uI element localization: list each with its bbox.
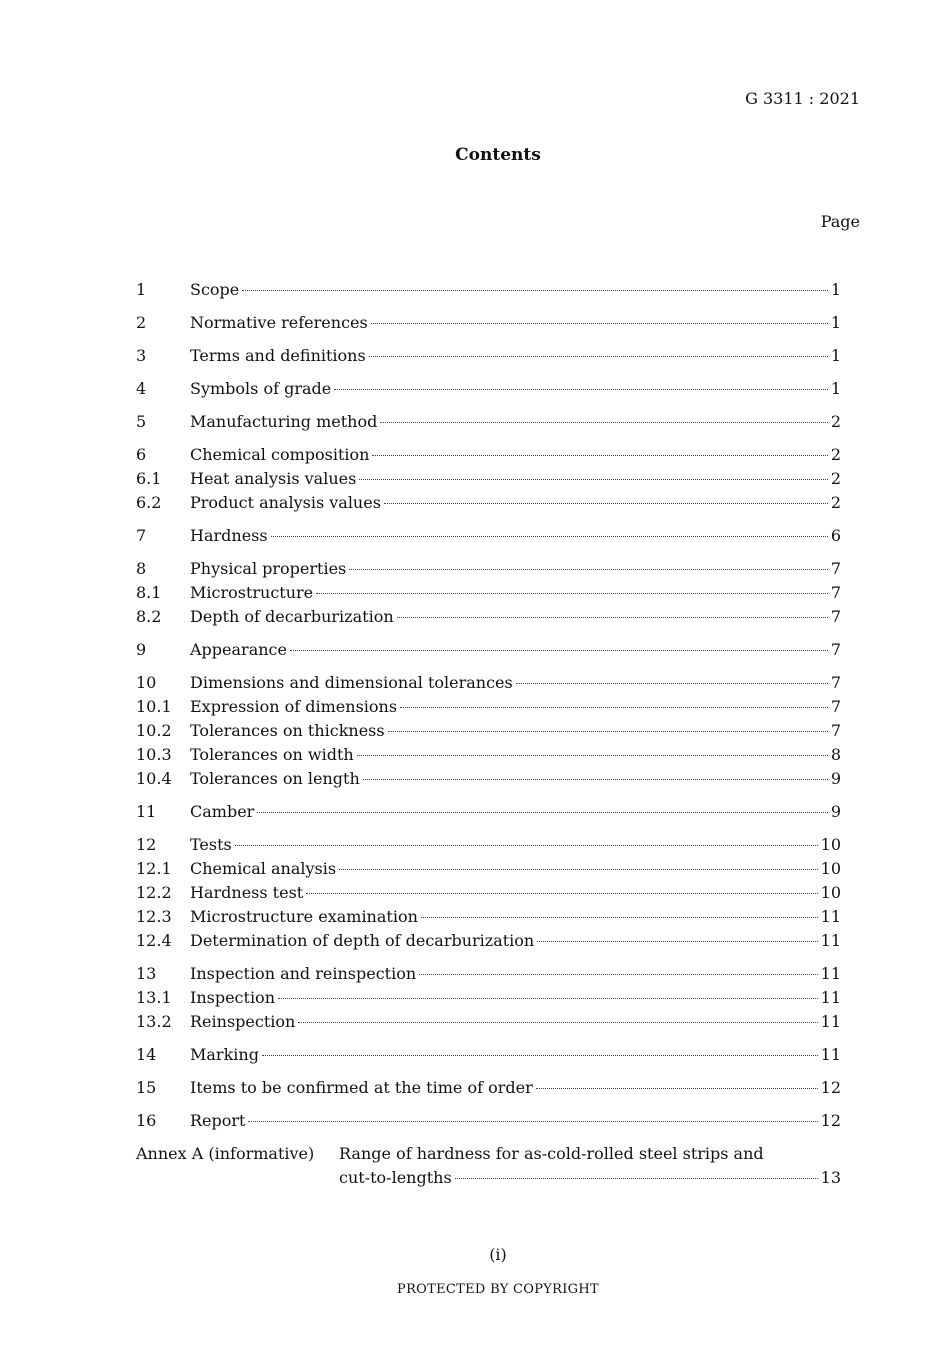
toc-entry-number: 4 [136,379,147,398]
toc-entry[interactable] [136,986,841,1010]
toc-entry-page: 12 [820,1111,841,1130]
dot-leader [372,455,827,456]
toc-entry-number: 10 [136,673,157,692]
toc-entry-title: Tests [190,835,232,854]
toc-entry-number: 12.3 [136,907,172,926]
toc-group [136,800,841,824]
toc-entry-number: 12.1 [136,859,172,878]
toc-entry-title: Inspection and reinspection [190,964,417,983]
dot-leader [278,998,818,999]
dot-leader [388,731,828,732]
toc-entry[interactable] [136,857,841,881]
toc-entry-title: Camber [190,802,255,821]
toc-entry-title: Dimensions and dimensional tolerances [190,673,513,692]
toc-entry-number: 12 [136,835,157,854]
toc-entry-number: 9 [136,640,147,659]
annex-entry[interactable] [136,1142,841,1190]
dot-leader [371,323,828,324]
toc-group [136,1076,841,1100]
toc-entry-page: 10 [820,883,841,902]
toc-entry[interactable] [136,311,841,335]
toc-entry-title: Determination of depth of decarburization [190,931,535,950]
toc-entry[interactable] [136,581,841,605]
toc-entry-page: 7 [830,559,841,578]
toc-entry[interactable] [136,605,841,629]
toc-entry-number: 14 [136,1045,157,1064]
toc-entry-number: 6 [136,445,147,464]
toc-entry-page: 7 [830,640,841,659]
toc-entry-number: 13 [136,964,157,983]
toc-entry-page: 7 [830,583,841,602]
toc-entry-number: 10.2 [136,721,172,740]
toc-entry-title: Depth of decarburization [190,607,394,626]
toc-entry-number: 5 [136,412,147,431]
toc-entry-page: 1 [830,280,841,299]
dot-leader [536,1088,818,1089]
toc-entry-page: 7 [830,697,841,716]
toc-entry-number: 10.3 [136,745,172,764]
toc-entry-page: 2 [830,412,841,431]
toc-group [136,524,841,548]
toc-entry[interactable] [136,278,841,302]
toc-entry-title: Heat analysis values [190,469,357,488]
dot-leader [349,569,828,570]
toc-entry[interactable] [136,929,841,953]
toc-entry-page: 10 [820,835,841,854]
toc-entry-title: Appearance [190,640,287,659]
toc-entry[interactable] [136,905,841,929]
dot-leader [339,869,818,870]
toc-entry-number: 15 [136,1078,157,1097]
toc-entry[interactable] [136,1076,841,1100]
dot-leader [384,503,828,504]
toc-group [136,377,841,401]
dot-leader [334,389,828,390]
toc-entry-page: 11 [820,907,841,926]
toc-entry-title: Hardness [190,526,268,545]
toc-entry-page: 6 [830,526,841,545]
toc-entry-number: 8 [136,559,147,578]
toc-entry-title: Normative references [190,313,368,332]
toc-entry-page: 11 [820,964,841,983]
toc-entry-page: 11 [820,931,841,950]
footer-page-number: (i) [489,1245,507,1264]
annex-page: 13 [820,1168,841,1187]
dot-leader [516,683,828,684]
toc-entry[interactable] [136,767,841,791]
copyright-notice: PROTECTED BY COPYRIGHT [397,1282,599,1297]
toc-entry[interactable] [136,491,841,515]
dot-leader [316,593,828,594]
toc-entry-title: Scope [190,280,240,299]
dot-leader [363,779,828,780]
dot-leader [380,422,827,423]
toc-entry-page: 8 [830,745,841,764]
toc-entry[interactable] [136,1043,841,1067]
toc-entry-title: Marking [190,1045,259,1064]
toc-group [136,410,841,434]
toc-entry[interactable] [136,962,841,986]
dot-leader [397,617,828,618]
dot-leader [298,1022,817,1023]
dot-leader [400,707,828,708]
toc-entry-number: 2 [136,313,147,332]
toc-entry-page: 2 [830,493,841,512]
dot-leader [306,893,817,894]
toc-entry[interactable] [136,377,841,401]
dot-leader [369,356,828,357]
toc-entry-page: 7 [830,673,841,692]
toc-entry-page: 1 [830,379,841,398]
table-of-contents [136,278,841,1190]
toc-entry-number: 10.1 [136,697,172,716]
toc-entry[interactable] [136,557,841,581]
annex-title-line1: Range of hardness for as-cold-rolled steel strips and [339,1144,764,1163]
toc-group [136,671,841,791]
dot-leader [357,755,828,756]
toc-entry-title: Manufacturing method [190,412,378,431]
toc-entry-title: Items to be confirmed at the time of order [190,1078,533,1097]
toc-entry-title: Symbols of grade [190,379,332,398]
toc-entry-title: Microstructure examination [190,907,418,926]
toc-entry-title: Tolerances on length [190,769,360,788]
dot-leader [257,812,828,813]
toc-entry-number: 3 [136,346,147,365]
toc-entry-page: 11 [820,1012,841,1031]
toc-group [136,962,841,1034]
toc-entry-title: Chemical analysis [190,859,337,878]
toc-entry-page: 11 [820,988,841,1007]
toc-entry-page: 2 [830,469,841,488]
page-title: Contents [455,145,541,165]
dot-leader [242,290,828,291]
toc-entry[interactable] [136,800,841,824]
toc-entry-page: 10 [820,859,841,878]
toc-entry-number: 13.1 [136,988,172,1007]
toc-group [136,278,841,302]
toc-entry-number: 11 [136,802,157,821]
toc-entry-page: 7 [830,721,841,740]
toc-entry-number: 12.2 [136,883,172,902]
toc-entry[interactable] [136,443,841,467]
toc-group [136,833,841,953]
toc-entry[interactable] [136,524,841,548]
toc-entry-page: 9 [830,769,841,788]
toc-entry-title: Report [190,1111,246,1130]
standard-id: G 3311 : 2021 [745,89,860,108]
toc-entry-title: Product analysis values [190,493,381,512]
toc-group [136,638,841,662]
toc-entry-page: 2 [830,445,841,464]
dot-leader [235,845,818,846]
toc-group [136,1043,841,1067]
toc-entry-title: Expression of dimensions [190,697,398,716]
toc-entry-number: 7 [136,526,147,545]
dot-leader [359,479,827,480]
toc-entry-page: 12 [820,1078,841,1097]
toc-entry-title: Microstructure [190,583,314,602]
dot-leader [271,536,828,537]
toc-entry[interactable] [136,833,841,857]
toc-entry[interactable] [136,344,841,368]
toc-entry-page: 1 [830,313,841,332]
toc-entry[interactable] [136,695,841,719]
toc-entry[interactable] [136,1010,841,1034]
dot-leader [419,974,817,975]
toc-group [136,311,841,335]
toc-entry-number: 8.2 [136,607,162,626]
dot-leader [290,650,828,651]
toc-entry-title: Tolerances on thickness [190,721,385,740]
toc-entry-number: 6.2 [136,493,162,512]
toc-entry-number: 1 [136,280,147,299]
toc-entry-page: 7 [830,607,841,626]
toc-group [136,443,841,515]
toc-entry-page: 11 [820,1045,841,1064]
annex-title-line2: cut-to-lengths [339,1168,452,1187]
toc-group [136,557,841,629]
toc-entry-title: Reinspection [190,1012,296,1031]
toc-entry-title: Chemical composition [190,445,370,464]
toc-entry[interactable] [136,410,841,434]
toc-entry-number: 16 [136,1111,157,1130]
toc-entry-number: 6.1 [136,469,162,488]
toc-entry[interactable] [136,467,841,491]
annex-label: Annex A (informative) [136,1144,315,1163]
toc-entry-number: 10.4 [136,769,172,788]
toc-entry-page: 9 [830,802,841,821]
toc-entry-title: Terms and definitions [190,346,366,365]
toc-entry-number: 12.4 [136,931,172,950]
toc-entry-page: 1 [830,346,841,365]
dot-leader [262,1055,818,1056]
page-column-label: Page [820,212,860,231]
toc-entry-number: 13.2 [136,1012,172,1031]
toc-group [136,1109,841,1133]
dot-leader [421,917,818,918]
toc-entry-title: Hardness test [190,883,304,902]
toc-entry[interactable] [136,719,841,743]
dot-leader [455,1178,818,1179]
toc-entry-number: 8.1 [136,583,162,602]
dot-leader [248,1121,817,1122]
toc-entry[interactable] [136,881,841,905]
toc-entry[interactable] [136,638,841,662]
toc-group [136,344,841,368]
dot-leader [537,941,817,942]
toc-entry-title: Physical properties [190,559,347,578]
toc-entry-title: Tolerances on width [190,745,354,764]
toc-entry-title: Inspection [190,988,275,1007]
toc-entry[interactable] [136,743,841,767]
toc-entry[interactable] [136,1109,841,1133]
toc-entry[interactable] [136,671,841,695]
